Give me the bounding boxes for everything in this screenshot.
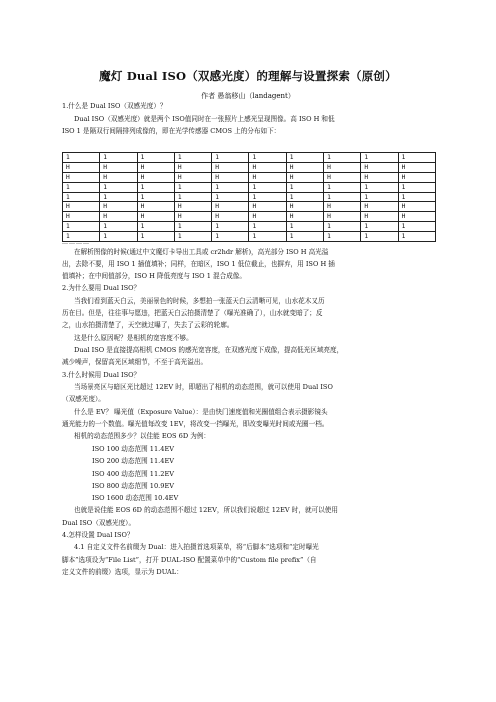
paragraph-line: 在解析图像的时候(通过中文魔灯卡导出工具或 cr2hdr 解析)，高光部分 ISO H 高光溢 [74,248,329,256]
grid-cell: 1 [174,192,211,202]
grid-cell: H [249,172,286,182]
grid-cell: H [63,212,100,222]
grid-cell: 1 [137,232,174,242]
grid-cell: 1 [100,153,137,163]
grid-cell: 1 [137,182,174,192]
paragraph-line: 也就是说佳能 EOS 6D 的动态范围不超过 12EV，所以我们说超过 12EV 时，就可以使用 [74,506,338,514]
grid-cell: 1 [324,182,361,192]
grid-cell: 1 [324,153,361,163]
grid-cell: 1 [249,232,286,242]
grid-row [63,172,436,182]
paragraph-line: 定义文件的前缀）选项，显示为 DUAL： [62,568,183,576]
grid-cell: 1 [398,232,435,242]
grid-cell: 1 [212,192,249,202]
grid-cell: H [398,212,435,222]
grid-cell: H [100,172,137,182]
grid-cell: 1 [361,232,398,242]
grid-cell: H [137,162,174,172]
section-1-heading: 1.什么是 Dual ISO（双感光度）？ [62,102,167,110]
doc-title: 魔灯 Dual ISO（双感光度）的理解与设置探索（原创） [99,69,397,83]
grid-cell: H [324,162,361,172]
grid-cell: 1 [137,222,174,232]
grid-cell: H [398,172,435,182]
grid-cell: 1 [100,192,137,202]
paragraph-line: 之，山水拍摄清楚了，天空就过曝了，失去了云彩的轮廓。 [62,321,234,329]
grid-cell: 1 [286,232,323,242]
grid-cell: H [100,212,137,222]
grid-cell: 1 [286,153,323,163]
grid-cell: 1 [361,222,398,232]
grid-cell: H [63,202,100,212]
iso-range-row: ISO 400 动态范围 11.2EV [92,470,175,478]
grid-cell: 1 [361,192,398,202]
grid-cell: H [286,212,323,222]
grid-cell: H [212,202,249,212]
paragraph-line: 值填补；在中间值部分，ISO H 降低亮度与 ISO 1 混合成像。 [62,272,246,280]
grid-cell: H [398,162,435,172]
grid-cell: 1 [212,222,249,232]
paragraph-line: 脚本”选项设为“File List”，打开 DUAL-ISO 配置菜单中的“Custom file prefix”（自 [62,556,317,564]
grid-cell: 1 [174,182,211,192]
grid-cell: H [324,172,361,182]
section-2-heading: 2.为什么要用 Dual ISO？ [62,284,141,292]
grid-cell: 1 [249,153,286,163]
grid-row [63,162,436,172]
iso-distribution-grid [62,152,436,242]
grid-cell: 1 [398,153,435,163]
grid-cell: 1 [174,153,211,163]
section-3-heading: 3.什么时候用 Dual ISO？ [62,371,141,379]
grid-cell: 1 [212,153,249,163]
grid-cell: H [137,202,174,212]
grid-cell: 1 [398,182,435,192]
grid-cell: 1 [249,222,286,232]
grid-cell: H [100,162,137,172]
grid-cell: 1 [398,222,435,232]
grid-cell: 1 [174,232,211,242]
grid-cell: H [100,202,137,212]
paragraph-line: 出，去除不要，用 ISO 1 插值填补；同样，在暗区，ISO 1 低位截止，也摒弃，用 ISO H 插 [62,260,335,268]
iso-range-row: ISO 100 动态范围 11.4EV [92,445,175,453]
ellipsis: ………… [62,239,90,246]
grid-cell: 1 [324,192,361,202]
grid-cell: 1 [286,192,323,202]
grid-cell: 1 [249,192,286,202]
grid-cell: H [63,172,100,182]
grid-cell: H [174,162,211,172]
grid-cell: 1 [174,222,211,232]
grid-cell: 1 [63,153,100,163]
grid-cell: H [361,172,398,182]
grid-cell: H [324,212,361,222]
grid-cell: H [63,162,100,172]
grid-cell: 1 [212,182,249,192]
grid-cell: H [249,202,286,212]
grid-cell: 1 [63,222,100,232]
grid-row [63,232,436,242]
grid-cell: 1 [137,192,174,202]
iso-range-row: ISO 1600 动态范围 10.4EV [92,494,179,502]
grid-cell: 1 [63,182,100,192]
grid-cell: H [174,172,211,182]
grid-cell: H [286,172,323,182]
grid-cell: H [324,202,361,212]
paragraph-line: 当场景亮区与暗区光比超过 12EV 时，即超出了相机的动态范围，就可以使用 Dual ISO [74,383,333,391]
grid-cell: H [174,202,211,212]
grid-cell: H [249,212,286,222]
iso-range-row: ISO 800 动态范围 10.9EV [92,482,175,490]
grid-cell: 1 [249,182,286,192]
grid-cell: 1 [398,192,435,202]
iso-range-row: ISO 200 动态范围 11.4EV [92,457,175,465]
paragraph-line: 历在目。但是，往往事与愿违，把蓝天白云拍摄清楚了（曝光准确了），山水就变暗了；反 [62,309,323,317]
grid-cell: H [137,172,174,182]
grid-row [63,222,436,232]
paragraph-line: 通光能力的一个数值。曝光值每改变 1EV，将改变一挡曝光，即改变曝光时间或光圈一档。 [62,420,329,428]
grid-row [63,153,436,163]
grid-cell: 1 [286,182,323,192]
paragraph-line: 当我们看到蓝天白云，美丽景色的时候，多想拍一张蓝天白云清晰可见，山水花木又历 [74,297,325,305]
grid-cell: H [286,202,323,212]
grid-cell: 1 [286,222,323,232]
paragraph-line: 减少噪声，保留高光区域细节，不至于高光溢出。 [62,358,208,366]
grid-cell: 1 [63,192,100,202]
paragraph-line: 4.1 自定义文件名前缀为 Dual：进入拍摄首选项菜单，将“后脚本”选项和“定时曝光 [74,543,319,551]
grid-cell: 1 [324,232,361,242]
grid-cell: 1 [137,153,174,163]
grid-cell: H [286,162,323,172]
grid-row [63,192,436,202]
grid-row [63,212,436,222]
grid-cell: H [212,172,249,182]
doc-author: 作者 愚翁移山（landagent） [201,92,295,100]
grid-cell: 1 [100,182,137,192]
paragraph-line: ISO 1 是隔双行间隔排列成像的，即在光学传感器 CMOS 上的分布如下： [62,127,281,135]
grid-cell: H [361,162,398,172]
grid-cell: H [398,202,435,212]
grid-cell: 1 [100,232,137,242]
grid-cell: 1 [63,232,100,242]
paragraph-line: Dual ISO（双感光度）就是两个 ISO值同时在一张照片上感光呈现图像。高 ISO H 和低 [74,115,335,123]
paragraph-line: 什么是 EV？ 曝光值（Exposure Value）：是由快门速度值和光圈值组合表示摄影镜头 [74,408,328,416]
paragraph-line: 这是什么原因呢？是相机的宽容度不够。 [74,334,193,342]
paragraph-line: （双感光度）。 [62,395,105,403]
grid-cell: H [174,212,211,222]
grid-cell: H [212,162,249,172]
grid-cell: 1 [324,222,361,232]
grid-cell: 1 [100,222,137,232]
paragraph-line: Dual ISO 是直接提高相机 CMOS 的感光宽容度，在双感光度下成像，提高低光区域亮度， [74,346,344,354]
grid-cell: H [361,212,398,222]
grid-cell: H [361,202,398,212]
grid-cell: 1 [361,153,398,163]
grid-cell: H [212,212,249,222]
grid-cell: 1 [361,182,398,192]
grid-cell: 1 [212,232,249,242]
section-4-heading: 4.怎样设置 Dual ISO？ [62,531,134,539]
paragraph-line: Dual ISO（双感光度）。 [62,519,136,527]
grid-row [63,182,436,192]
grid-cell: H [137,212,174,222]
grid-row [63,202,436,212]
paragraph-line: 相机的动态范围多少？以佳能 EOS 6D 为例： [74,432,211,440]
grid-cell: H [249,162,286,172]
